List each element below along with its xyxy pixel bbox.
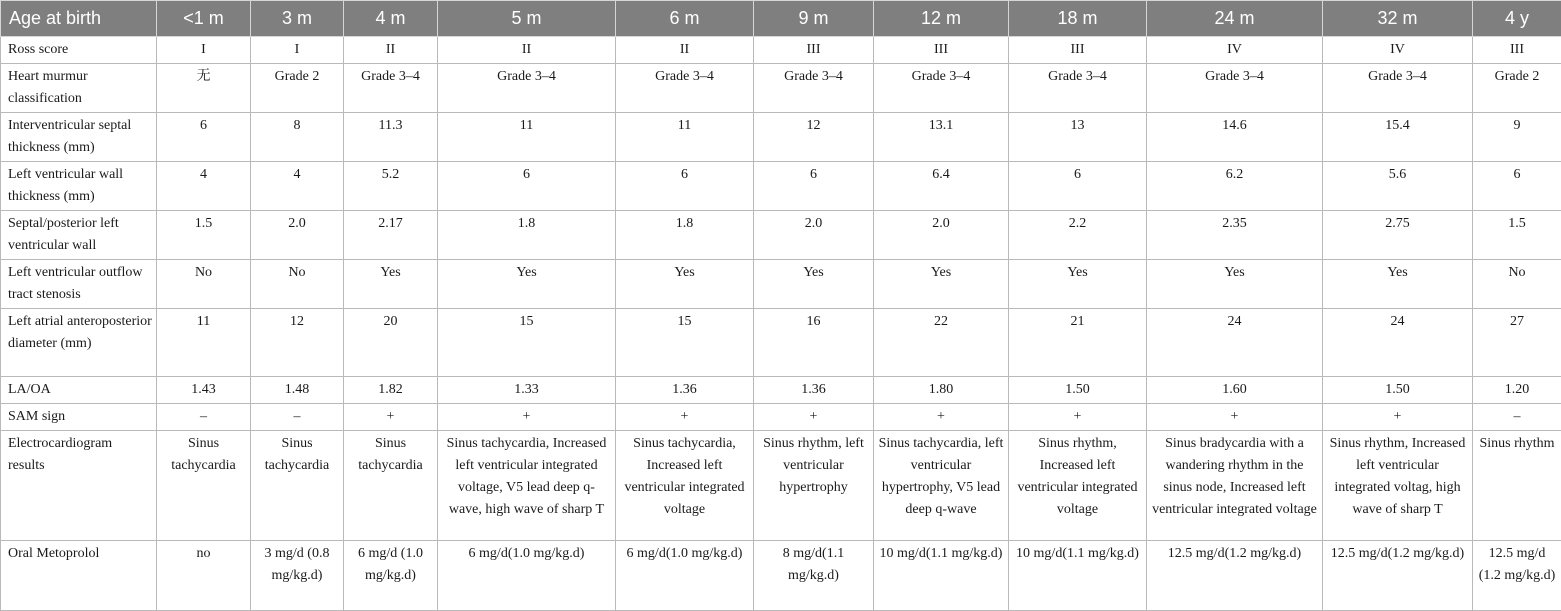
header-cell: 32 m bbox=[1323, 1, 1473, 37]
table-cell: No bbox=[251, 260, 344, 309]
header-cell: Age at birth bbox=[1, 1, 157, 37]
header-cell: 5 m bbox=[438, 1, 616, 37]
table-cell: + bbox=[1323, 404, 1473, 431]
table-cell: + bbox=[344, 404, 438, 431]
row-label: Heart murmur classification bbox=[1, 64, 157, 113]
table-cell: 6.4 bbox=[874, 162, 1009, 211]
table-cell: IV bbox=[1323, 37, 1473, 64]
header-cell: 24 m bbox=[1147, 1, 1323, 37]
table-cell: + bbox=[438, 404, 616, 431]
table-row bbox=[1, 113, 1561, 162]
table-cell: 6 bbox=[1473, 162, 1561, 211]
table-cell: Yes bbox=[754, 260, 874, 309]
row-label: Ross score bbox=[1, 37, 157, 64]
table-cell: Grade 3–4 bbox=[1323, 64, 1473, 113]
table-cell: III bbox=[754, 37, 874, 64]
table-cell: 6 bbox=[754, 162, 874, 211]
table-cell: 14.6 bbox=[1147, 113, 1323, 162]
table-cell: Grade 3–4 bbox=[438, 64, 616, 113]
table-cell: 6 bbox=[616, 162, 754, 211]
table-cell: Yes bbox=[438, 260, 616, 309]
table-cell: 5.6 bbox=[1323, 162, 1473, 211]
table-cell: No bbox=[157, 260, 251, 309]
table-cell: 24 bbox=[1147, 309, 1323, 377]
table-cell: II bbox=[344, 37, 438, 64]
table-cell: + bbox=[616, 404, 754, 431]
table-cell: 1.36 bbox=[616, 377, 754, 404]
table-cell: Yes bbox=[344, 260, 438, 309]
row-label: Left ventricular wall thickness (mm) bbox=[1, 162, 157, 211]
table-cell: 11.3 bbox=[344, 113, 438, 162]
table-cell: 1.82 bbox=[344, 377, 438, 404]
table-cell: 12.5 mg/d (1.2 mg/kg.d) bbox=[1473, 541, 1561, 611]
table-cell: 1.36 bbox=[754, 377, 874, 404]
table-cell: 2.2 bbox=[1009, 211, 1147, 260]
table-cell: 1.80 bbox=[874, 377, 1009, 404]
table-cell: III bbox=[1009, 37, 1147, 64]
table-cell: Yes bbox=[1009, 260, 1147, 309]
table-body bbox=[1, 37, 1561, 611]
table-cell: 8 bbox=[251, 113, 344, 162]
table-cell: 10 mg/d(1.1 mg/kg.d) bbox=[1009, 541, 1147, 611]
table-cell: Yes bbox=[616, 260, 754, 309]
table-cell: 1.60 bbox=[1147, 377, 1323, 404]
table-cell: 6 bbox=[1009, 162, 1147, 211]
table-cell: 6 mg/d (1.0 mg/kg.d) bbox=[344, 541, 438, 611]
table-cell: 1.50 bbox=[1323, 377, 1473, 404]
header-row bbox=[1, 1, 1561, 37]
table-cell: Grade 3–4 bbox=[874, 64, 1009, 113]
header-cell: 18 m bbox=[1009, 1, 1147, 37]
table-cell: 2.0 bbox=[251, 211, 344, 260]
table-row bbox=[1, 431, 1561, 541]
table-row bbox=[1, 309, 1561, 377]
table-cell: 1.5 bbox=[157, 211, 251, 260]
table-cell: 27 bbox=[1473, 309, 1561, 377]
table-row bbox=[1, 64, 1561, 113]
table-cell: 15 bbox=[438, 309, 616, 377]
table-cell: – bbox=[1473, 404, 1561, 431]
table-cell: Yes bbox=[1147, 260, 1323, 309]
table-cell: IV bbox=[1147, 37, 1323, 64]
table-cell: Grade 3–4 bbox=[344, 64, 438, 113]
table-cell: 11 bbox=[438, 113, 616, 162]
table-cell: 2.35 bbox=[1147, 211, 1323, 260]
table-cell: 6 mg/d(1.0 mg/kg.d) bbox=[616, 541, 754, 611]
table-cell: 1.8 bbox=[616, 211, 754, 260]
table-row bbox=[1, 377, 1561, 404]
table-cell: no bbox=[157, 541, 251, 611]
table-cell: 2.0 bbox=[874, 211, 1009, 260]
table-cell: Grade 3–4 bbox=[1009, 64, 1147, 113]
table-cell: 6 bbox=[438, 162, 616, 211]
header-cell: 4 y bbox=[1473, 1, 1561, 37]
table-row bbox=[1, 211, 1561, 260]
table-cell: 1.50 bbox=[1009, 377, 1147, 404]
table-cell: + bbox=[754, 404, 874, 431]
table-cell: II bbox=[616, 37, 754, 64]
table-cell: Sinus tachycardia bbox=[251, 431, 344, 541]
table-cell: I bbox=[157, 37, 251, 64]
table-cell: 22 bbox=[874, 309, 1009, 377]
table-cell: Sinus rhythm bbox=[1473, 431, 1561, 541]
table-cell: Sinus tachycardia bbox=[157, 431, 251, 541]
header-cell: 6 m bbox=[616, 1, 754, 37]
table-cell: Sinus tachycardia, left ventricular hypertrophy, V5 lead deep q-wave bbox=[874, 431, 1009, 541]
row-label: Left atrial anteroposterior diameter (mm) bbox=[1, 309, 157, 377]
table-cell: Sinus rhythm, Increased left ventricular integrated voltage bbox=[1009, 431, 1147, 541]
row-label: Interventricular septal thickness (mm) bbox=[1, 113, 157, 162]
table-cell: 21 bbox=[1009, 309, 1147, 377]
table-cell: III bbox=[1473, 37, 1561, 64]
table-cell: 11 bbox=[616, 113, 754, 162]
table-cell: 15 bbox=[616, 309, 754, 377]
table-cell: Grade 2 bbox=[251, 64, 344, 113]
table-cell: 1.5 bbox=[1473, 211, 1561, 260]
table-cell: 1.20 bbox=[1473, 377, 1561, 404]
table-cell: Sinus tachycardia, Increased left ventricular integrated voltage bbox=[616, 431, 754, 541]
table-cell: 4 bbox=[251, 162, 344, 211]
table-cell: 4 bbox=[157, 162, 251, 211]
table-cell: 12.5 mg/d(1.2 mg/kg.d) bbox=[1147, 541, 1323, 611]
table-cell: 20 bbox=[344, 309, 438, 377]
table-cell: 24 bbox=[1323, 309, 1473, 377]
table-cell: 12 bbox=[251, 309, 344, 377]
table-row bbox=[1, 162, 1561, 211]
table-cell: – bbox=[251, 404, 344, 431]
table-row bbox=[1, 260, 1561, 309]
table-cell: 8 mg/d(1.1 mg/kg.d) bbox=[754, 541, 874, 611]
table-cell: 13.1 bbox=[874, 113, 1009, 162]
table-cell: 15.4 bbox=[1323, 113, 1473, 162]
table-cell: – bbox=[157, 404, 251, 431]
table-cell: Grade 3–4 bbox=[616, 64, 754, 113]
table-cell: Grade 2 bbox=[1473, 64, 1561, 113]
header-cell: 4 m bbox=[344, 1, 438, 37]
table-cell: 13 bbox=[1009, 113, 1147, 162]
table-cell: Grade 3–4 bbox=[754, 64, 874, 113]
table-cell: Sinus tachycardia, Increased left ventricular integrated voltage, V5 lead deep q-wave, high wave of sharp T bbox=[438, 431, 616, 541]
table-cell: 12 bbox=[754, 113, 874, 162]
table-cell: Grade 3–4 bbox=[1147, 64, 1323, 113]
table-cell: 9 bbox=[1473, 113, 1561, 162]
row-label: SAM sign bbox=[1, 404, 157, 431]
table-cell: Yes bbox=[1323, 260, 1473, 309]
header-cell: 9 m bbox=[754, 1, 874, 37]
row-label: Left ventricular outflow tract stenosis bbox=[1, 260, 157, 309]
table-cell: 10 mg/d(1.1 mg/kg.d) bbox=[874, 541, 1009, 611]
table-cell: Sinus rhythm, Increased left ventricular integrated voltag, high wave of sharp T bbox=[1323, 431, 1473, 541]
header-cell: 3 m bbox=[251, 1, 344, 37]
table-cell: Sinus rhythm, left ventricular hypertrophy bbox=[754, 431, 874, 541]
table-cell: 1.8 bbox=[438, 211, 616, 260]
table-row bbox=[1, 37, 1561, 64]
table-cell: 6.2 bbox=[1147, 162, 1323, 211]
row-label: Electrocardiogram results bbox=[1, 431, 157, 541]
table-cell: 12.5 mg/d(1.2 mg/kg.d) bbox=[1323, 541, 1473, 611]
table-cell: 2.75 bbox=[1323, 211, 1473, 260]
table-cell: 6 bbox=[157, 113, 251, 162]
table-cell: Yes bbox=[874, 260, 1009, 309]
table-row bbox=[1, 404, 1561, 431]
table-cell: 1.48 bbox=[251, 377, 344, 404]
header-cell: 12 m bbox=[874, 1, 1009, 37]
table-cell: 5.2 bbox=[344, 162, 438, 211]
table-cell: + bbox=[874, 404, 1009, 431]
table-cell: + bbox=[1147, 404, 1323, 431]
table-cell: III bbox=[874, 37, 1009, 64]
table-cell: 2.17 bbox=[344, 211, 438, 260]
table-cell: 3 mg/d (0.8 mg/kg.d) bbox=[251, 541, 344, 611]
table-cell: 2.0 bbox=[754, 211, 874, 260]
table-cell: + bbox=[1009, 404, 1147, 431]
table-row bbox=[1, 541, 1561, 611]
table-cell: 1.33 bbox=[438, 377, 616, 404]
table-cell: No bbox=[1473, 260, 1561, 309]
table-cell: Sinus tachycardia bbox=[344, 431, 438, 541]
table-cell: I bbox=[251, 37, 344, 64]
table-cell: II bbox=[438, 37, 616, 64]
table-cell: Sinus bradycardia with a wandering rhythm in the sinus node, Increased left ventricular integrated voltage bbox=[1147, 431, 1323, 541]
table-cell: 16 bbox=[754, 309, 874, 377]
table-cell: 1.43 bbox=[157, 377, 251, 404]
row-label: LA/OA bbox=[1, 377, 157, 404]
table-cell: 6 mg/d(1.0 mg/kg.d) bbox=[438, 541, 616, 611]
row-label: Septal/posterior left ventricular wall bbox=[1, 211, 157, 260]
header-cell: <1 m bbox=[157, 1, 251, 37]
table-cell: 11 bbox=[157, 309, 251, 377]
row-label: Oral Metoprolol bbox=[1, 541, 157, 611]
table-cell: 无 bbox=[157, 64, 251, 113]
